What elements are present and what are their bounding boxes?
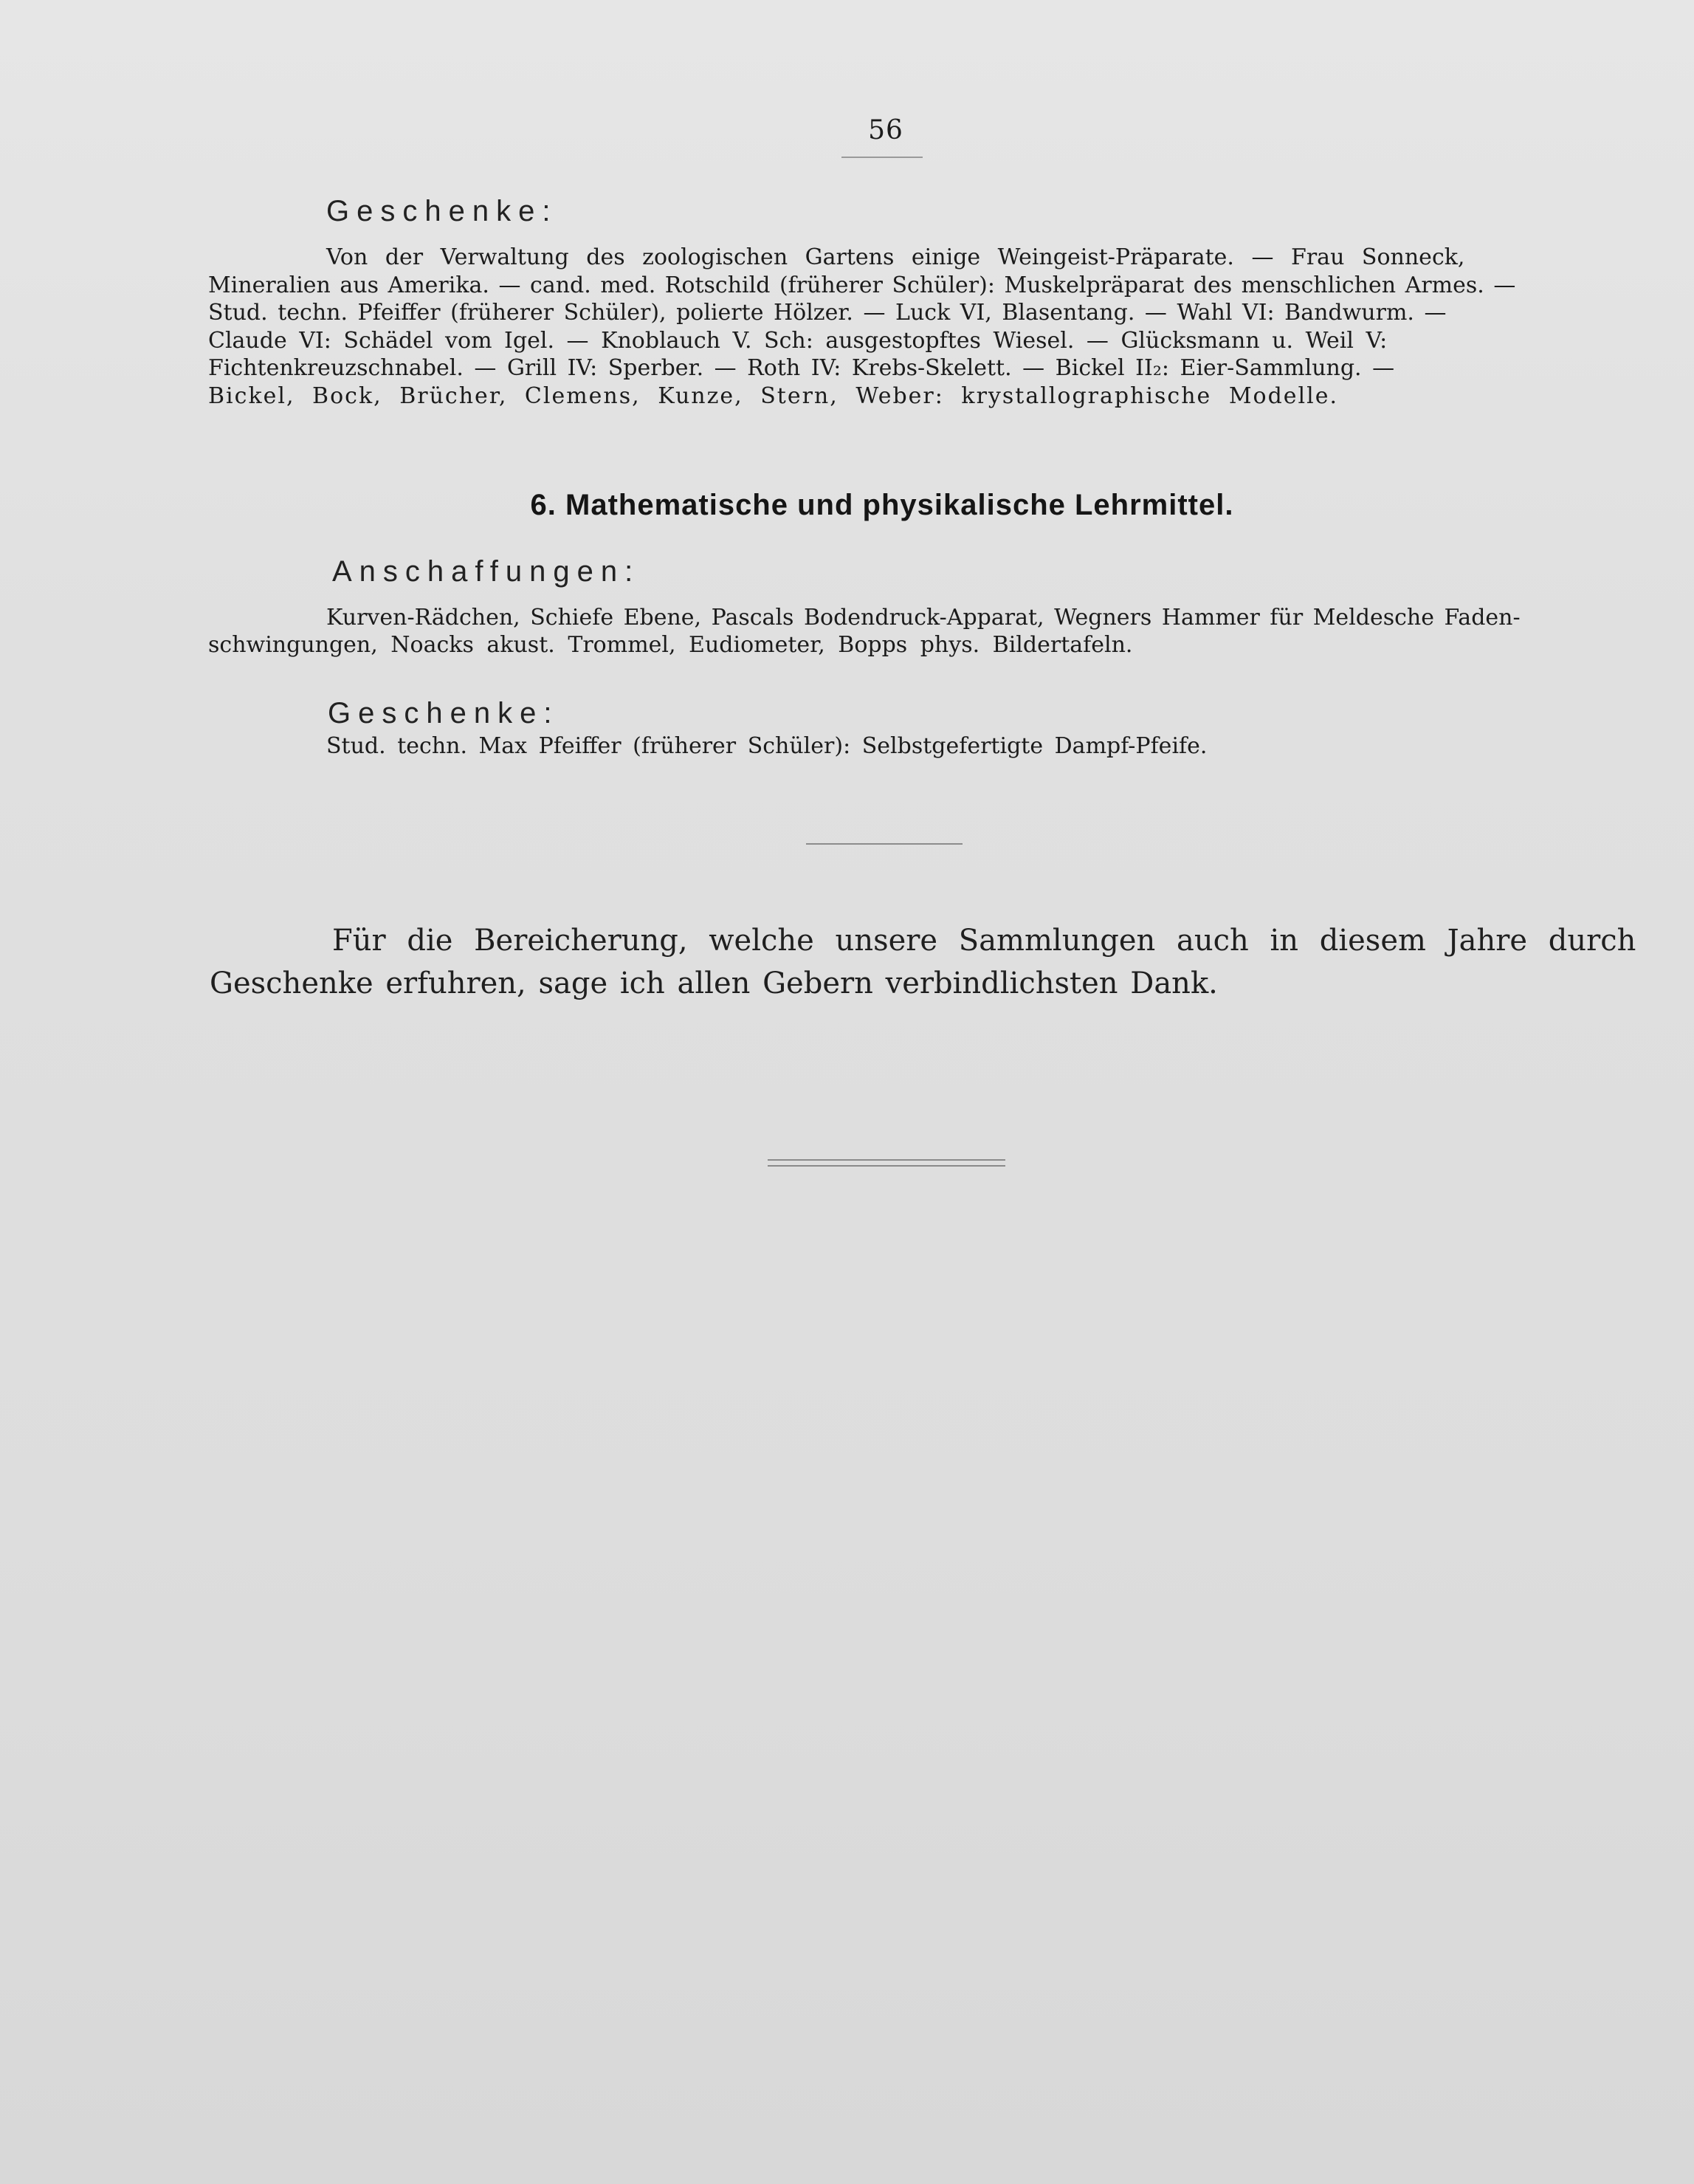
gifts-line-3: Stud. techn. Pfeiffer (früherer Schüler), polierte Hölzer. — Luck VI, Blasentang. — Wahl VI: Bandwurm. — [208,300,1447,326]
gifts-line-6: Bickel, Bock, Brücher, Clemens, Kunze, Stern, Weber: krystallographische Modelle. [208,382,1339,409]
closing-line-2: Geschenke erfuhren, sage ich allen Gebern verbindlichsten Dank. [210,966,1218,1000]
acquisitions-heading: Anschaffungen: [332,555,641,588]
page-number: 56 [868,115,903,145]
gifts-paragraph-2 [208,732,1559,760]
gifts-line-5: Fichtenkreuzschnabel. — Grill IV: Sperber. — Roth IV: Krebs-Skelett. — Bickel II₂: Eier-Sammlung. — [208,355,1395,381]
gifts-2-line-1: Stud. techn. Max Pfeiffer (früherer Schüler): Selbstgefertigte Dampf-Pfeife. [326,733,1208,759]
acquisitions-line-2: schwingungen, Noacks akust. Trommel, Eudiometer, Bopps phys. Bildertafeln. [208,632,1133,658]
gifts-paragraph-1 [208,244,1559,410]
end-double-rule [768,1159,1005,1167]
gifts-line-1: Von der Verwaltung des zoologischen Gartens einige Weingeist-Präparate. — Frau Sonneck, [326,244,1465,270]
acquisitions-paragraph [208,604,1559,659]
closing-paragraph [210,919,1636,1005]
acquisitions-line-1: Kurven-Rädchen, Schiefe Ebene, Pascals Bodendruck-Apparat, Wegners Hammer für Meldesche Faden- [326,605,1521,631]
gifts-heading-2: Geschenke: [328,697,559,729]
gifts-heading-1: Geschenke: [326,195,558,227]
section-6-title: 6. Mathematische und physikalische Lehrmittel. [530,489,1234,521]
gifts-line-2: Mineralien aus Amerika. — cand. med. Rotschild (früherer Schüler): Muskelpräparat des menschlichen Armes. — [208,272,1516,298]
page-number-underline [841,157,923,158]
closing-line-1: Für die Bereicherung, welche unsere Sammlungen auch in diesem Jahre durch [332,924,1636,958]
gifts-line-4: Claude VI: Schädel vom Igel. — Knoblauch V. Sch: ausgestopftes Wiesel. — Glücksmann u. Weil V: [208,327,1388,354]
section-divider [806,843,963,845]
